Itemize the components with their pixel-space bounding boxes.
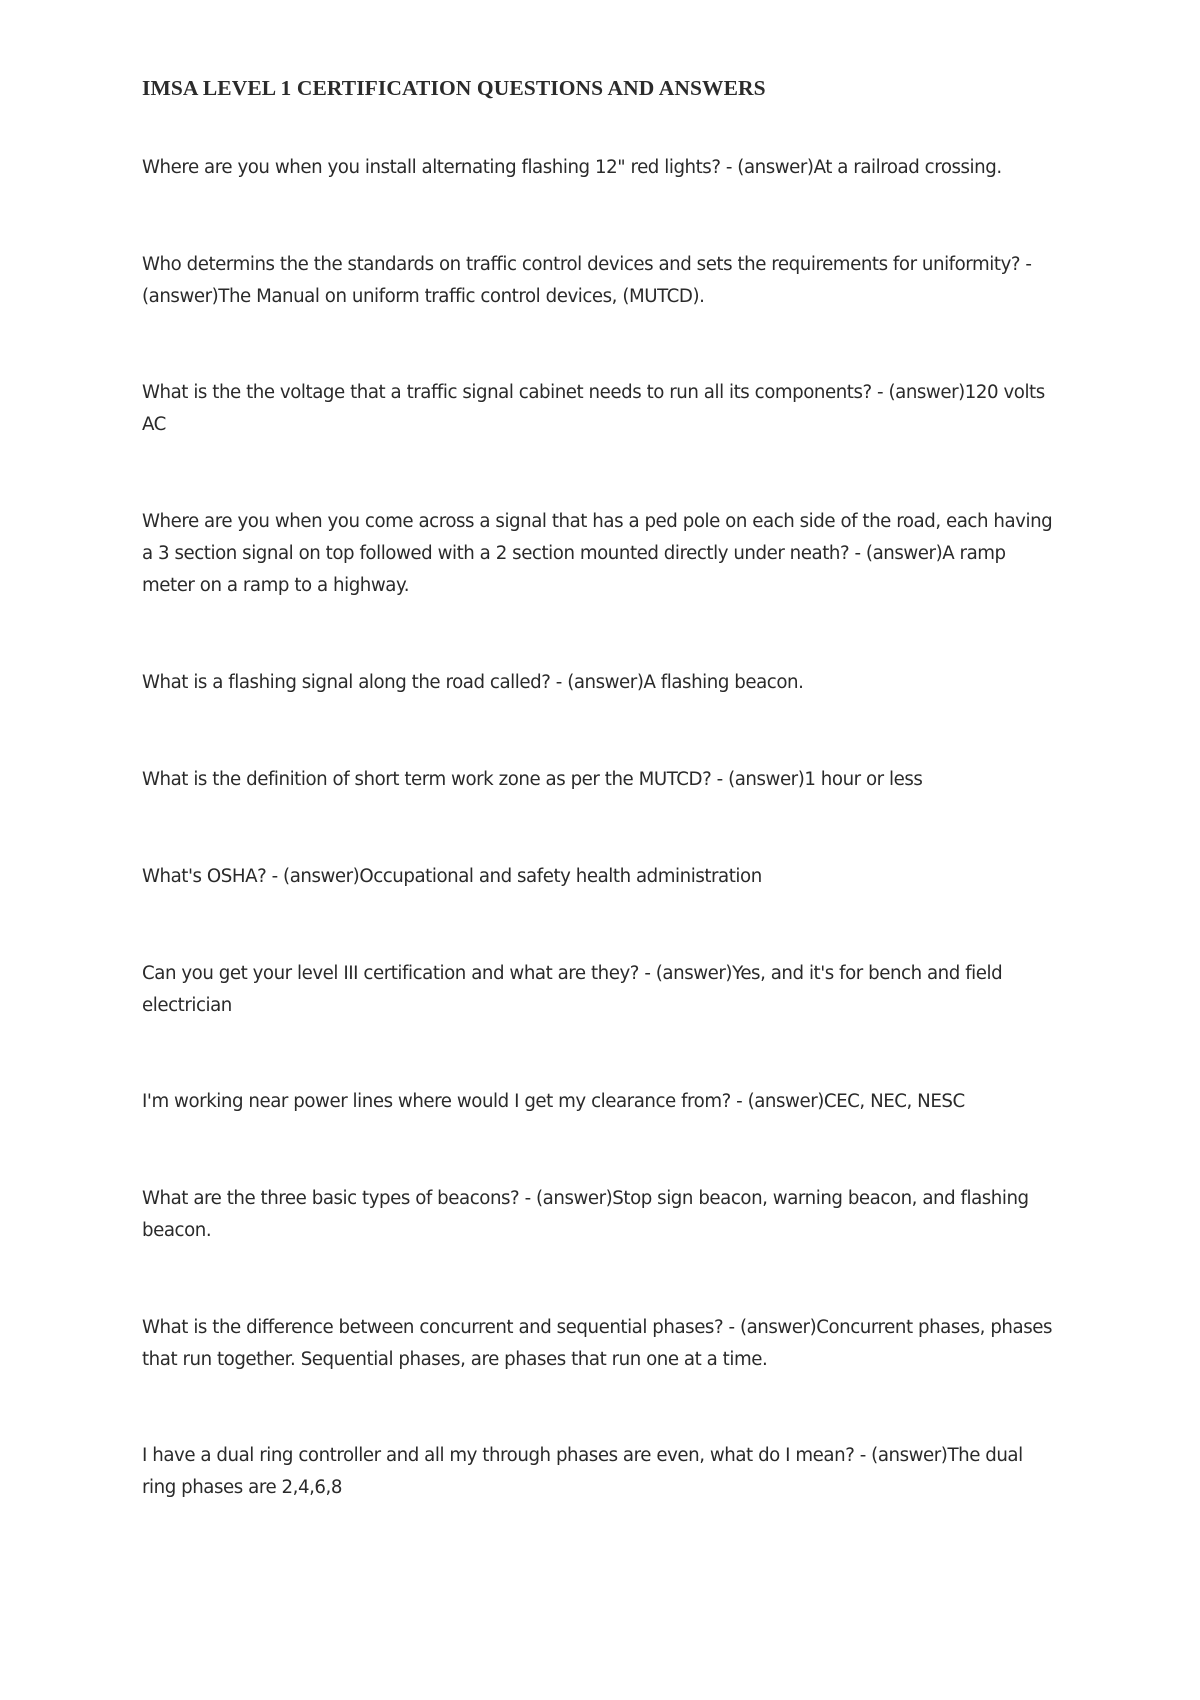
qa-entry-7 <box>142 861 1082 893</box>
qa-line: What is the definition of short term work zone as per the MUTCD? - (answer)1 hour or less <box>142 769 923 790</box>
qa-line: Where are you when you install alternating flashing 12" red lights? - (answer)At a railroad crossing. <box>142 157 1002 178</box>
qa-line: Can you get your level III certification and what are they? - (answer)Yes, and it's for bench and field <box>142 963 1003 984</box>
qa-entry-1 <box>142 152 1082 184</box>
qa-entry-8 <box>142 958 1082 1022</box>
qa-line: What is the the voltage that a traffic signal cabinet needs to run all its components? - (answer)120 volts <box>142 382 1045 403</box>
qa-line: a 3 section signal on top followed with a 2 section mounted directly under neath? - (answer)A ramp <box>142 543 1006 564</box>
qa-line: beacon. <box>142 1220 212 1241</box>
qa-entry-10 <box>142 1183 1082 1247</box>
qa-entry-9 <box>142 1086 1082 1118</box>
qa-line: What are the three basic types of beacons? - (answer)Stop sign beacon, warning beacon, and flashing <box>142 1188 1029 1209</box>
qa-line: AC <box>142 414 166 435</box>
qa-entry-11 <box>142 1312 1082 1376</box>
qa-line: Where are you when you come across a signal that has a ped pole on each side of the road, each having <box>142 511 1053 532</box>
document-title: IMSA LEVEL 1 CERTIFICATION QUESTIONS AND ANSWERS <box>142 76 766 100</box>
qa-entry-5 <box>142 667 1082 699</box>
qa-line: What's OSHA? - (answer)Occupational and safety health administration <box>142 866 762 887</box>
qa-line: (answer)The Manual on uniform traffic control devices, (MUTCD). <box>142 286 705 307</box>
qa-line: What is the difference between concurrent and sequential phases? - (answer)Concurrent phases, phases <box>142 1317 1052 1338</box>
qa-entry-12 <box>142 1440 1082 1504</box>
qa-line: ring phases are 2,4,6,8 <box>142 1477 342 1498</box>
qa-line: meter on a ramp to a highway. <box>142 575 410 596</box>
qa-entry-2 <box>142 249 1082 313</box>
qa-entry-4 <box>142 506 1082 602</box>
qa-line: I have a dual ring controller and all my through phases are even, what do I mean? - (answer)The dual <box>142 1445 1023 1466</box>
qa-entry-6 <box>142 764 1082 796</box>
qa-entry-3 <box>142 377 1082 441</box>
qa-line: that run together. Sequential phases, are phases that run one at a time. <box>142 1349 768 1370</box>
qa-line: electrician <box>142 995 232 1016</box>
qa-line: Who determins the the standards on traffic control devices and sets the requirements for uniformity? - <box>142 254 1032 275</box>
qa-line: I'm working near power lines where would I get my clearance from? - (answer)CEC, NEC, NESC <box>142 1091 965 1112</box>
qa-line: What is a flashing signal along the road called? - (answer)A flashing beacon. <box>142 672 804 693</box>
